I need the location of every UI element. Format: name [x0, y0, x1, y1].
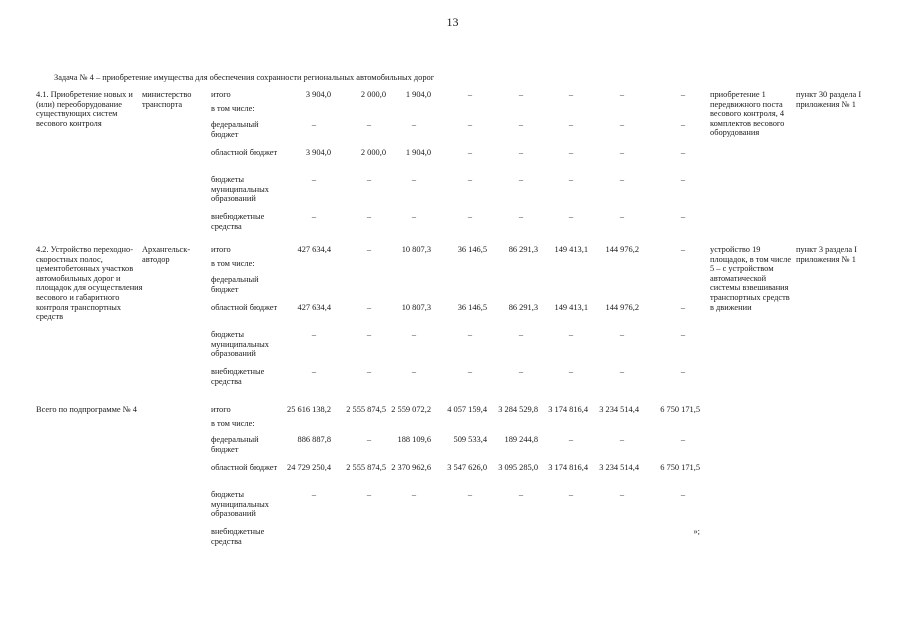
amount-cell: – — [467, 90, 473, 99]
amount-cell: – — [619, 148, 625, 157]
amount-cell: – — [680, 175, 686, 184]
amount-cell: 6 750 171,5 — [660, 463, 700, 472]
amount-cell: – — [467, 120, 473, 129]
amount-cell: – — [619, 120, 625, 129]
amount-cell: – — [411, 120, 417, 129]
funding-source: федеральный бюджет — [211, 120, 259, 139]
result-cell: приобретение 1 передвижного поста весового контроля, 4 комплектов весового оборудования — [710, 90, 785, 138]
amount-cell: – — [518, 330, 524, 339]
amount-cell: – — [680, 490, 686, 499]
funding-source: областной бюджет — [211, 148, 278, 157]
amount-cell: 427 634,4 — [297, 303, 331, 312]
result-cell: устройство 19 площадок, в том числе 5 – с устройством автоматической системы взвешивания транспортных средств в движении — [710, 245, 792, 312]
amount-cell: – — [568, 90, 574, 99]
amount-cell: – — [680, 303, 686, 312]
amount-cell: – — [467, 175, 473, 184]
amount-cell: 188 109,6 — [397, 435, 431, 444]
amount-cell: – — [518, 120, 524, 129]
amount-cell: – — [311, 212, 317, 221]
amount-cell: – — [411, 212, 417, 221]
funding-source: в том числе: — [211, 259, 255, 268]
amount-cell: – — [619, 90, 625, 99]
executor-cell: министерство транспорта — [142, 90, 192, 109]
funding-source: итого — [211, 405, 231, 414]
amount-cell: – — [568, 367, 574, 376]
amount-cell: – — [411, 490, 417, 499]
amount-cell: – — [680, 212, 686, 221]
amount-cell: – — [366, 490, 372, 499]
amount-cell: – — [311, 367, 317, 376]
amount-cell: – — [311, 490, 317, 499]
amount-cell: – — [568, 212, 574, 221]
funding-source: внебюджетные средства — [211, 527, 265, 546]
amount-cell: 427 634,4 — [297, 245, 331, 254]
reference-cell: пункт 30 раздела I приложения № 1 — [796, 90, 862, 109]
event-name: 4.2. Устройство переходно-скоростных полос, цементобетонных участков автомобильных дорог и площадок для осуществления весового и габаритного контроля транспортных средств — [36, 245, 143, 322]
amount-cell: 149 413,1 — [554, 245, 588, 254]
amount-cell: – — [568, 490, 574, 499]
funding-source: областной бюджет — [211, 463, 278, 472]
amount-cell: – — [411, 175, 417, 184]
funding-source: бюджеты муниципальных образований — [211, 175, 269, 204]
amount-cell: 2 370 962,6 — [391, 463, 431, 472]
amount-cell: 3 234 514,4 — [599, 463, 639, 472]
amount-cell: – — [366, 303, 372, 312]
amount-cell: – — [680, 367, 686, 376]
amount-cell: 10 807,3 — [401, 245, 431, 254]
funding-source: внебюджетные средства — [211, 212, 265, 231]
amount-cell: – — [366, 435, 372, 444]
amount-cell: – — [366, 212, 372, 221]
amount-cell: – — [467, 330, 473, 339]
amount-cell: – — [680, 90, 686, 99]
amount-cell: – — [518, 367, 524, 376]
amount-cell: – — [311, 120, 317, 129]
amount-cell: 36 146,5 — [457, 303, 487, 312]
amount-cell: 2 555 874,5 — [346, 405, 386, 414]
amount-cell: 4 057 159,4 — [447, 405, 487, 414]
amount-cell: 2 555 874,5 — [346, 463, 386, 472]
amount-cell: 24 729 250,4 — [287, 463, 331, 472]
amount-cell: 2 559 072,2 — [391, 405, 431, 414]
amount-cell: 189 244,8 — [504, 435, 538, 444]
amount-cell: 3 174 816,4 — [548, 463, 588, 472]
amount-cell: 3 234 514,4 — [599, 405, 639, 414]
amount-cell: – — [518, 148, 524, 157]
amount-cell: – — [518, 212, 524, 221]
amount-cell: – — [680, 330, 686, 339]
amount-cell: – — [680, 245, 686, 254]
amount-cell: 3 904,0 — [305, 90, 331, 99]
amount-cell: 6 750 171,5 — [660, 405, 700, 414]
funding-source: в том числе: — [211, 419, 255, 428]
amount-cell: – — [467, 490, 473, 499]
amount-cell: – — [568, 175, 574, 184]
amount-cell: 2 000,0 — [360, 148, 386, 157]
amount-cell: – — [366, 245, 372, 254]
amount-cell: – — [311, 175, 317, 184]
amount-cell: 509 533,4 — [453, 435, 487, 444]
amount-cell: 86 291,3 — [508, 303, 538, 312]
amount-cell: 1 904,0 — [405, 90, 431, 99]
task-heading: Задача № 4 – приобретение имущества для обеспечения сохранности региональных автомобильных дорог — [54, 73, 435, 82]
amount-cell: – — [619, 490, 625, 499]
amount-cell: 10 807,3 — [401, 303, 431, 312]
amount-cell: 86 291,3 — [508, 245, 538, 254]
amount-cell: – — [411, 330, 417, 339]
amount-cell: – — [680, 435, 686, 444]
amount-cell: – — [619, 175, 625, 184]
amount-cell: 25 616 138,2 — [287, 405, 331, 414]
amount-cell: 144 976,2 — [605, 245, 639, 254]
funding-source: в том числе: — [211, 104, 255, 113]
funding-source: федеральный бюджет — [211, 275, 259, 294]
amount-cell: 3 547 626,0 — [447, 463, 487, 472]
page-number: 13 — [446, 15, 459, 29]
amount-cell: 144 976,2 — [605, 303, 639, 312]
amount-cell: – — [680, 120, 686, 129]
amount-cell: 36 146,5 — [457, 245, 487, 254]
amount-cell: – — [366, 367, 372, 376]
funding-source: внебюджетные средства — [211, 367, 265, 386]
funding-source: итого — [211, 90, 231, 99]
amount-cell: – — [366, 330, 372, 339]
amount-cell: – — [619, 330, 625, 339]
amount-cell: – — [467, 367, 473, 376]
amount-cell: – — [518, 175, 524, 184]
amount-cell: – — [467, 212, 473, 221]
amount-cell: – — [568, 148, 574, 157]
amount-cell: 2 000,0 — [360, 90, 386, 99]
amount-cell: – — [568, 120, 574, 129]
funding-source: итого — [211, 245, 231, 254]
funding-source: бюджеты муниципальных образований — [211, 330, 269, 359]
amount-cell: – — [366, 120, 372, 129]
amount-cell: 886 887,8 — [297, 435, 331, 444]
amount-cell: 3 174 816,4 — [548, 405, 588, 414]
amount-cell: – — [568, 435, 574, 444]
amount-cell: – — [467, 148, 473, 157]
reference-cell: пункт 3 раздела I приложения № 1 — [796, 245, 857, 264]
amount-cell: – — [619, 435, 625, 444]
amount-cell: 3 284 529,8 — [498, 405, 538, 414]
event-name: Всего по подпрограмме № 4 — [36, 405, 137, 414]
amount-cell: – — [518, 490, 524, 499]
amount-cell: – — [311, 330, 317, 339]
event-name: 4.1. Приобретение новых и (или) переоборудование существующих систем весового контроля — [36, 90, 133, 128]
amount-cell: – — [619, 212, 625, 221]
funding-source: бюджеты муниципальных образований — [211, 490, 269, 519]
amount-cell: – — [518, 90, 524, 99]
amount-cell: – — [366, 175, 372, 184]
amount-cell: 3 095 285,0 — [498, 463, 538, 472]
executor-cell: Архангельск-автодор — [142, 245, 191, 264]
amount-cell: – — [619, 367, 625, 376]
amount-cell: – — [680, 148, 686, 157]
amount-cell: »; — [693, 527, 700, 536]
amount-cell: 149 413,1 — [554, 303, 588, 312]
amount-cell: – — [568, 330, 574, 339]
funding-source: федеральный бюджет — [211, 435, 259, 454]
amount-cell: 3 904,0 — [305, 148, 331, 157]
amount-cell: – — [411, 367, 417, 376]
amount-cell: 1 904,0 — [405, 148, 431, 157]
funding-source: областной бюджет — [211, 303, 278, 312]
